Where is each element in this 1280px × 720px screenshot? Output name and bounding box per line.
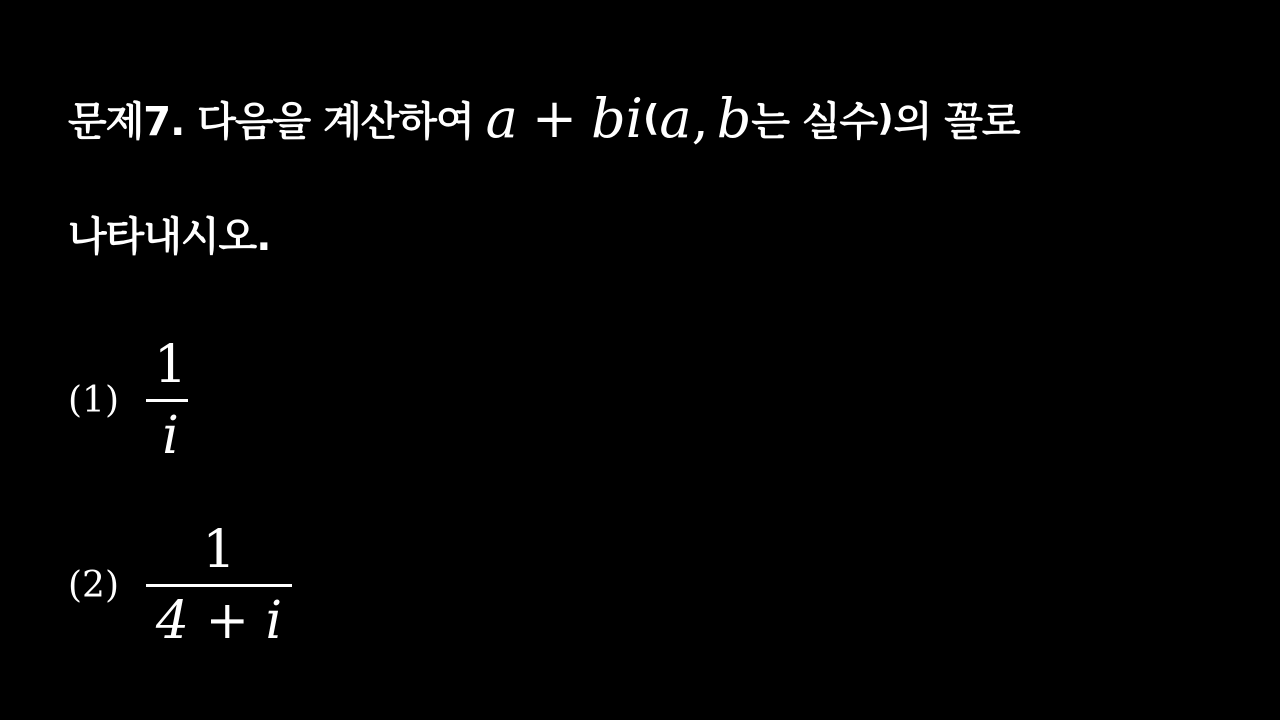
- problem-title-line-1: [68, 78, 1020, 158]
- problem-title-prefix: 문제7. 다음을 계산하여: [68, 98, 474, 145]
- sub-problem-1-label: (1): [68, 379, 119, 421]
- fraction-2: [146, 518, 292, 653]
- fraction-1: [146, 333, 195, 468]
- fraction-2-numerator: 1: [202, 519, 236, 580]
- sub-problem-2-label: (2): [68, 564, 119, 606]
- cond-comma: ,: [691, 86, 709, 150]
- problem-title-line-2: [68, 198, 270, 268]
- sub-problem-1: [68, 325, 195, 475]
- fraction-1-denominator: i: [162, 405, 179, 466]
- cond-text: 는 실수: [751, 98, 878, 145]
- cond-b: b: [716, 86, 752, 150]
- cond-a: a: [659, 86, 692, 150]
- fraction-2-bar: [146, 584, 292, 587]
- paren-open: (: [642, 97, 660, 139]
- fraction-2-denominator: 4 + i: [155, 590, 283, 651]
- expr-bi: bi: [591, 86, 643, 150]
- sub-problem-2: [68, 505, 292, 665]
- problem-title-suffix: 의 꼴로: [893, 98, 1020, 145]
- fraction-1-bar: [146, 399, 188, 402]
- paren-close: ): [877, 97, 894, 139]
- fraction-1-numerator: 1: [154, 334, 188, 395]
- expr-plus: +: [531, 86, 578, 150]
- expr-a: a: [485, 86, 518, 150]
- problem-instruction: 나타내시오.: [68, 213, 271, 260]
